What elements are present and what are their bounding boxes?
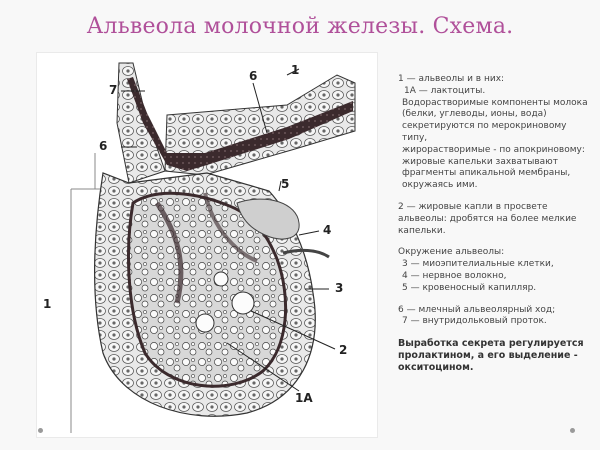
legend-line: 1 — альвеолы и в них:	[398, 74, 505, 84]
legend-line: 2 — жировые капли в просвете альвеолы: дробятся на более мелкие капельки.	[398, 201, 577, 236]
legend-line: 3 — миоэпителиальные клетки,	[402, 259, 554, 270]
label-1-top: 1	[291, 63, 300, 77]
legend-line: 4 — нервное волокно,	[402, 270, 507, 281]
label-4: 4	[323, 223, 332, 237]
label-5: 5	[281, 177, 290, 191]
legend-line: Окружение альвеолы:	[398, 247, 505, 258]
legend-line: 7 — внутридольковый проток.	[402, 316, 547, 327]
slide-dot-right	[570, 428, 575, 433]
legend-line: 1А — лактоциты.	[404, 85, 486, 96]
label-6-top: 6	[249, 69, 258, 83]
legend-line: 6 — млечный альвеолярный ход;	[398, 304, 556, 315]
label-2: 2	[339, 343, 348, 357]
alveolus-illustration	[37, 53, 377, 437]
legend-conclusion: Выработка секрета регулируется пролактином, а его выделение - окситоцином.	[398, 338, 584, 374]
legend-line: 5 — кровеносный капилляр.	[402, 282, 537, 293]
label-6-left: 6	[99, 139, 108, 153]
slide-title: Альвеола молочной железы. Схема.	[86, 14, 514, 39]
label-1a: 1A	[295, 391, 313, 405]
slide-dot-left	[38, 428, 43, 433]
legend-line: Водорастворимые компоненты молока (белки, углеводы, ионы, вода) секретируются по мерокриновому типу,	[402, 97, 588, 143]
legend-text	[398, 74, 588, 374]
label-7: 7	[109, 83, 118, 97]
label-1-left: 1	[43, 297, 52, 311]
legend-line: жирорастворимые - по апокриновому: жировые капельки захватывают фрагменты апикальной мембраны, окружаясь ими.	[402, 144, 585, 191]
alveolus-diagram	[36, 52, 378, 438]
label-3: 3	[335, 281, 344, 295]
